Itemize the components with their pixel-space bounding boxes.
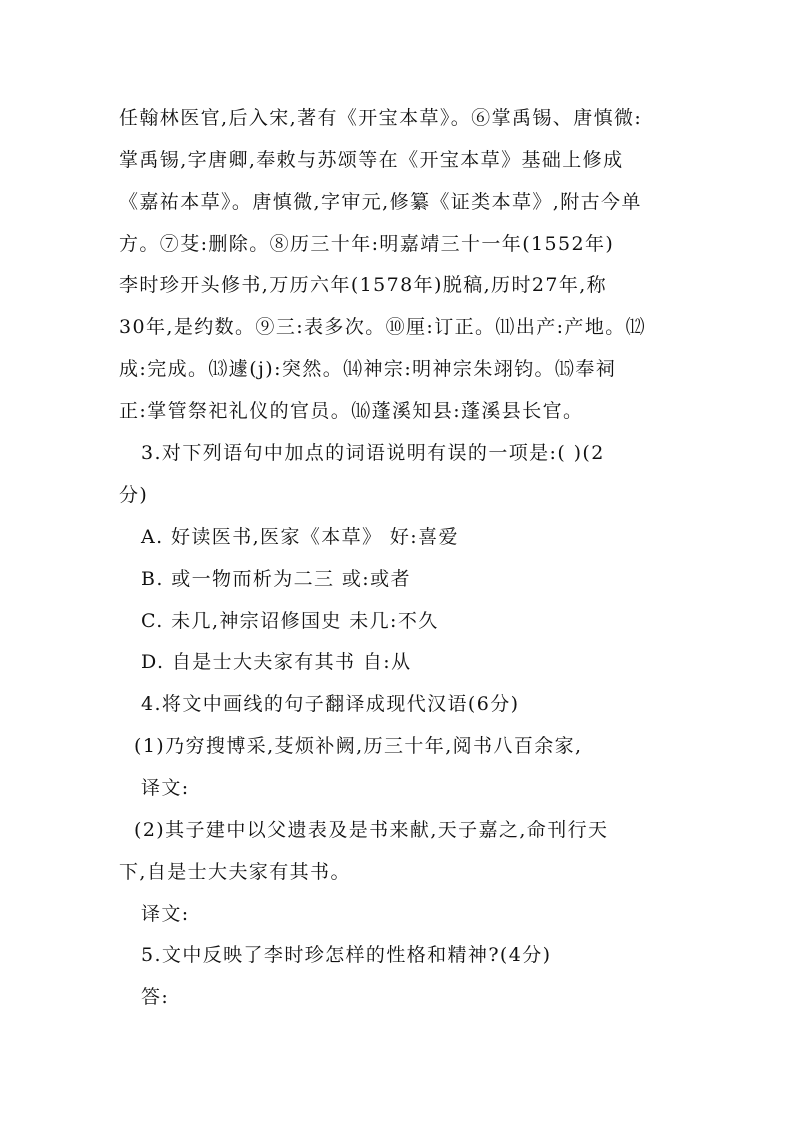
question-4-item-2: (2)其子建中以父遗表及是书来献,天子嘉之,命刊行天 xyxy=(134,819,609,841)
question-3-stem-continued: 分) xyxy=(119,484,149,506)
annotation-line-1: 任翰林医官,后入宋,著有《开宝本草》。⑥掌禹锡、唐慎微: xyxy=(119,107,643,129)
question-4-item-1-answer-label: 译文: xyxy=(141,777,190,799)
question-5-stem: 5.文中反映了李时珍怎样的性格和精神?(4分) xyxy=(141,944,552,966)
question-3-option-d: D. 自是士大夫家有其书 自:从 xyxy=(141,651,412,673)
annotation-line-7: 成:完成。⒀遽(j):突然。⒁神宗:明神宗朱翊钧。⒂奉祠 xyxy=(119,358,617,380)
question-3-option-a: A. 好读医书,医家《本草》 好:喜爱 xyxy=(141,526,459,548)
question-4-item-2-answer-label: 译文: xyxy=(141,903,190,925)
annotation-line-6: 30年,是约数。⑨三:表多次。⑩厘:订正。⑾出产:产地。⑿ xyxy=(119,316,647,338)
question-3-option-c: C. 未几,神宗诏修国史 未几:不久 xyxy=(141,610,439,632)
question-4-stem: 4.将文中画线的句子翻译成现代汉语(6分) xyxy=(141,693,520,715)
question-4-item-1: (1)乃穷搜博采,芟烦补阙,历三十年,阅书八百余家, xyxy=(134,735,583,757)
annotation-line-8: 正:掌管祭祀礼仪的官员。⒃蓬溪知县:蓬溪县长官。 xyxy=(119,400,584,422)
question-3-stem: 3.对下列语句中加点的词语说明有误的一项是:( )(2 xyxy=(141,442,605,464)
question-4-item-2-continued: 下,自是士大夫家有其书。 xyxy=(119,861,351,883)
question-3-option-b: B. 或一物而析为二三 或:或者 xyxy=(141,568,411,590)
annotation-line-2: 掌禹锡,字唐卿,奉敕与苏颂等在《开宝本草》基础上修成 xyxy=(119,149,624,171)
annotation-line-4: 方。⑦芟:删除。⑧历三十年:明嘉靖三十一年(1552年) xyxy=(119,233,615,255)
question-5-answer-label: 答: xyxy=(141,986,170,1008)
annotation-line-3: 《嘉祐本草》。唐慎微,字审元,修纂《证类本草》,附古今单 xyxy=(119,191,642,213)
annotation-line-5: 李时珍开头修书,万历六年(1578年)脱稿,历时27年,称 xyxy=(119,274,608,296)
